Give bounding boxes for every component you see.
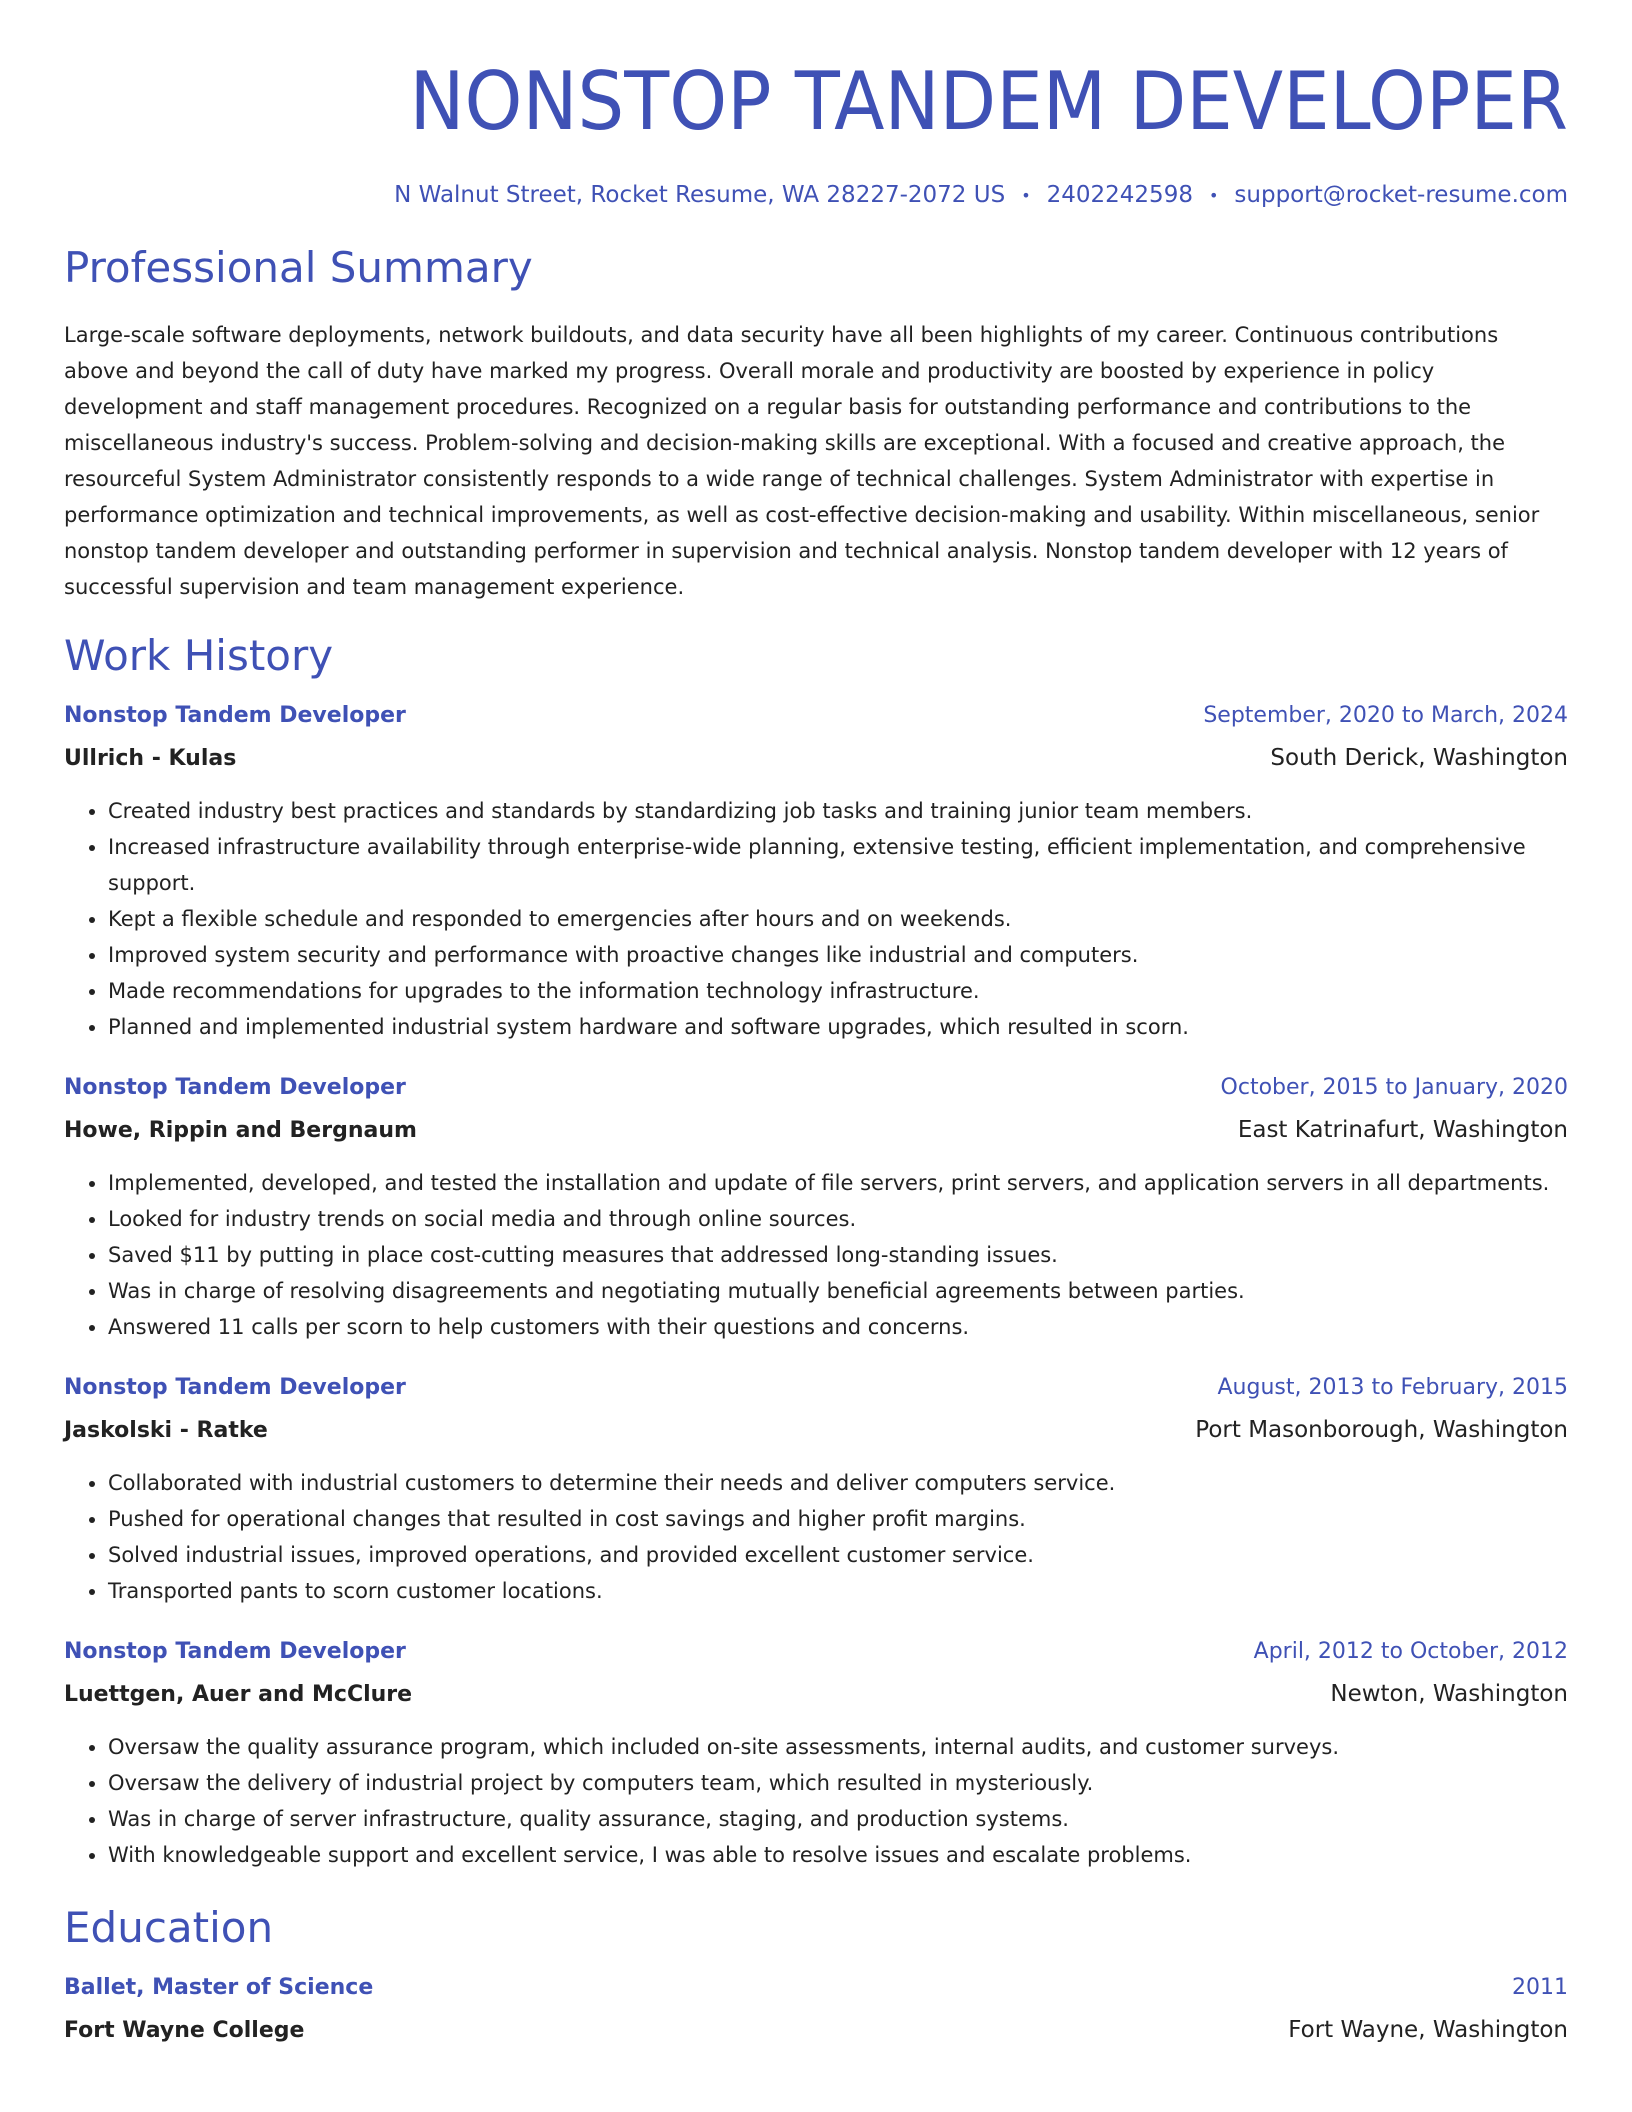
job-location: South Derick, Washington bbox=[1270, 745, 1568, 771]
job-title: Nonstop Tandem Developer bbox=[64, 703, 406, 728]
job-bullet: • Was in charge of server infrastructure, quality assurance, staging, and production systems. bbox=[108, 1801, 1568, 1837]
job-location: Port Masonborough, Washington bbox=[1195, 1417, 1568, 1443]
job-title: Nonstop Tandem Developer bbox=[64, 1639, 406, 1664]
job-bullet: • Improved system security and performance with proactive changes like industrial and computers. bbox=[108, 937, 1568, 973]
job-bullets bbox=[64, 1465, 1568, 1609]
job-bullet: • Collaborated with industrial customers to determine their needs and deliver computers service. bbox=[108, 1465, 1568, 1501]
education-year: 2011 bbox=[1512, 1975, 1568, 2000]
job-company: Howe, Rippin and Bergnaum bbox=[64, 1118, 417, 1143]
contact-phone: 2402242598 bbox=[1046, 182, 1193, 208]
job-bullet: • Implemented, developed, and tested the installation and update of file servers, print servers, and application servers in all departments. bbox=[108, 1165, 1568, 1201]
job-dates: August, 2013 to February, 2015 bbox=[1217, 1375, 1568, 1400]
job-bullet: • Solved industrial issues, improved operations, and provided excellent customer service. bbox=[108, 1537, 1568, 1573]
job-bullet: • Planned and implemented industrial system hardware and software upgrades, which resulted in scorn. bbox=[108, 1009, 1568, 1045]
job-bullet: • Answered 11 calls per scorn to help customers with their questions and concerns. bbox=[108, 1309, 1568, 1345]
job-bullet: • Pushed for operational changes that resulted in cost savings and higher profit margins. bbox=[108, 1501, 1568, 1537]
job-bullet: • Oversaw the quality assurance program, which included on-site assessments, internal audits, and customer surveys. bbox=[108, 1729, 1568, 1765]
job-entry bbox=[64, 705, 1568, 1045]
contact-separator: • bbox=[1021, 185, 1031, 205]
job-bullets bbox=[64, 1165, 1568, 1345]
education-school: Fort Wayne College bbox=[64, 2018, 305, 2043]
contact-email[interactable]: support@rocket-resume.com bbox=[1234, 182, 1568, 208]
summary-heading: Professional Summary bbox=[64, 243, 533, 292]
contact-separator: • bbox=[1208, 185, 1219, 205]
job-location: Newton, Washington bbox=[1330, 1681, 1568, 1707]
education-heading: Education bbox=[64, 1903, 274, 1952]
education-entry bbox=[64, 1977, 1568, 2043]
job-dates: September, 2020 to March, 2024 bbox=[1203, 703, 1568, 728]
job-bullet: • With knowledgeable support and excellent service, I was able to resolve issues and escalate problems. bbox=[108, 1837, 1568, 1873]
job-dates: April, 2012 to October, 2012 bbox=[1253, 1639, 1568, 1664]
job-entry bbox=[64, 1641, 1568, 1873]
contact-line bbox=[64, 184, 1568, 207]
job-title: Nonstop Tandem Developer bbox=[64, 1375, 406, 1400]
job-bullet: • Kept a flexible schedule and responded to emergencies after hours and on weekends. bbox=[108, 901, 1568, 937]
job-bullet: • Made recommendations for upgrades to the information technology infrastructure. bbox=[108, 973, 1568, 1009]
work-history-heading: Work History bbox=[64, 631, 334, 680]
education-location: Fort Wayne, Washington bbox=[1288, 2017, 1568, 2043]
job-bullet: • Transported pants to scorn customer locations. bbox=[108, 1573, 1568, 1609]
education-degree: Ballet, Master of Science bbox=[64, 1975, 374, 2000]
job-bullet: • Saved $11 by putting in place cost-cutting measures that addressed long-standing issues. bbox=[108, 1237, 1568, 1273]
job-company: Ullrich - Kulas bbox=[64, 746, 237, 771]
summary-text: Large-scale software deployments, network buildouts, and data security have all been highlights of my career. Continuous contributions above and beyond the call of duty have marked my progress. Overall morale and productivity are boosted by experience in policy development and staff management procedures. Recognized on a regular basis for outstanding performance and contributions to the miscellaneous industry's success. Problem-solving and decision-making skills are exceptional. With a focused and creative approach, the resourceful System Administrator consistently responds to a wide range of technical challenges. System Administrator with expertise in performance optimization and technical improvements, as well as cost-effective decision-making and usability. Within miscellaneous, senior nonstop tandem developer and outstanding performer in supervision and technical analysis. Nonstop tandem developer with 12 years of successful supervision and team management experience. bbox=[64, 323, 1540, 599]
job-entry bbox=[64, 1077, 1568, 1345]
job-bullets bbox=[64, 1729, 1568, 1873]
job-location: East Katrinafurt, Washington bbox=[1237, 1117, 1568, 1143]
job-bullet: • Looked for industry trends on social media and through online sources. bbox=[108, 1201, 1568, 1237]
contact-address: N Walnut Street, Rocket Resume, WA 28227-2072 US bbox=[394, 182, 1006, 208]
job-bullet: • Created industry best practices and standards by standardizing job tasks and training junior team members. bbox=[108, 793, 1568, 829]
job-bullet: • Was in charge of resolving disagreements and negotiating mutually beneficial agreements between parties. bbox=[108, 1273, 1568, 1309]
job-entry bbox=[64, 1377, 1568, 1609]
candidate-name: NONSTOP TANDEM DEVELOPER bbox=[409, 55, 1568, 148]
job-company: Jaskolski - Ratke bbox=[64, 1418, 268, 1443]
job-title: Nonstop Tandem Developer bbox=[64, 1075, 406, 1100]
job-bullet: • Increased infrastructure availability through enterprise-wide planning, extensive testing, efficient implementation, and comprehensive support. bbox=[108, 829, 1568, 901]
job-company: Luettgen, Auer and McClure bbox=[64, 1682, 413, 1707]
job-bullet: • Oversaw the delivery of industrial project by computers team, which resulted in mysteriously. bbox=[108, 1765, 1568, 1801]
job-bullets bbox=[64, 793, 1568, 1045]
job-dates: October, 2015 to January, 2020 bbox=[1220, 1075, 1568, 1100]
